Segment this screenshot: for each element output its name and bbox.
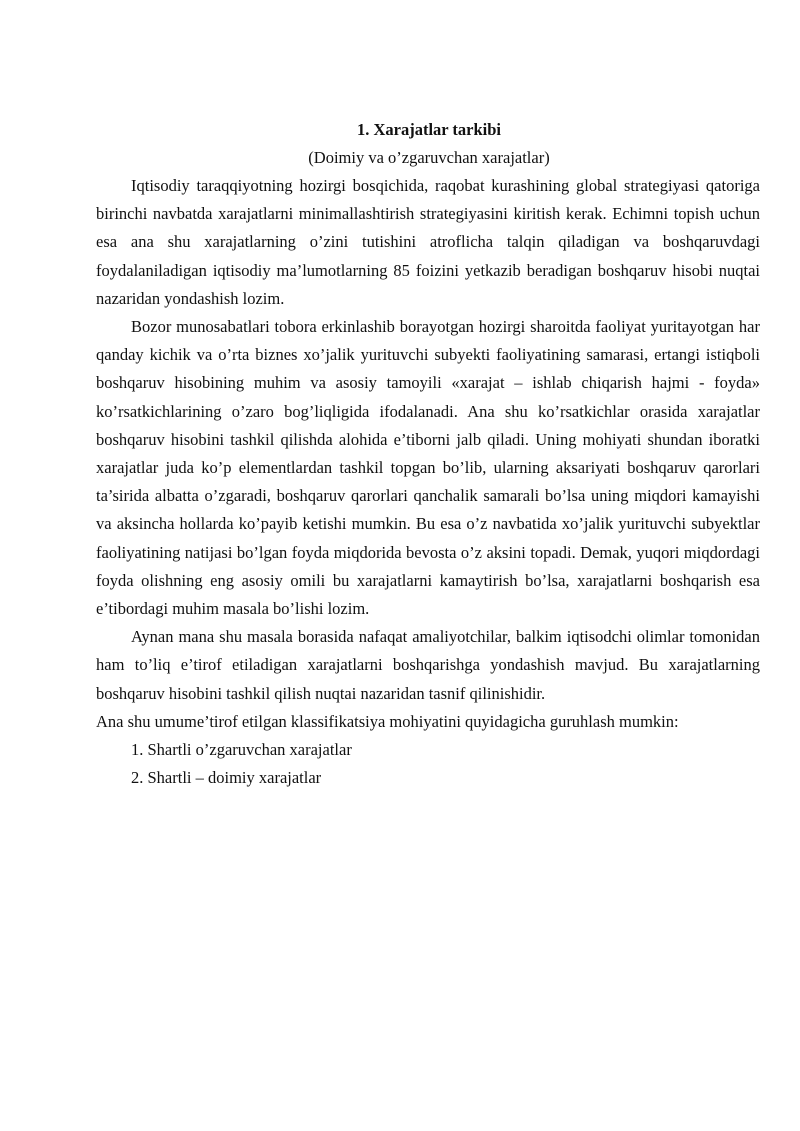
paragraph-1: Iqtisodiy taraqqiyotning hozirgi bosqichida, raqobat kurashining global strategiyasi qatoriga birinchi navbatda xarajatlarni minimallashtirish strategiyasini kiritish kerak. Echimni topish uchun esa ana shu xarajatlarning o’zini tutishini atroflicha talqin qiladigan va boshqaruvdagi foydalaniladigan iqtisodiy ma’lumotlarning 85 foizini yetkazib beradigan boshqaruv hisobi nuqtai nazaridan yondashish lozim. bbox=[96, 176, 760, 308]
document-page bbox=[96, 118, 760, 792]
paragraph-2: Bozor munosabatlari tobora erkinlashib borayotgan hozirgi sharoitda faoliyat yuritayotgan har qanday kichik va o’rta biznes xo’jalik yurituvchi subyekti faoliyatining samarasi, ertangi istiqboli boshqaruv hisobining muhim va asosiy tamoyili «xarajat – ishlab chiqarish hajmi - foyda» ko’rsatkichlarining o’zaro bog’liqligida ifodalanadi. Ana shu ko’rsatkichlar orasida xarajatlar boshqaruv hisobini tashkil qilishda alohida e’tiborni jalb qiladi. Uning mohiyati shundan iboratki xarajatlar juda ko’p elementlardan tashkil topgan bo’lib, ularning aksariyati boshqaruv qarorlari ta’sirida albatta o’zgaradi, boshqaruv qarorlari qanchalik samarali bo’lsa uning miqdori kamayishi va aksincha hollarda ko’payib ketishi mumkin. Bu esa o’z navbatida xo’jalik yurituvchi subyektlar faoliyatining natijasi bo’lgan foyda miqdorida bevosta o’z aksini topadi. Demak, yuqori miqdordagi foyda olishning eng asosiy omili bu xarajatlarni kamaytirish bo’lsa, xarajatlarni boshqarish esa e’tibordagi muhim masala bo’lishi lozim. bbox=[96, 317, 760, 619]
list-item-2: 2. Shartli – doimiy xarajatlar bbox=[131, 768, 322, 788]
section-title: 1. Xarajatlar tarkibi bbox=[356, 120, 502, 139]
paragraph-3: Aynan mana shu masala borasida nafaqat amaliyotchilar, balkim iqtisodchi olimlar tomonidan ham to’liq e’tirof etiladigan xarajatlarni boshqarishga yondashish mavjud. Bu xarajatlarning boshqaruv hisobini tashkil qilish nuqtai nazaridan tasnif qilinishidir. bbox=[96, 627, 760, 703]
section-subtitle: (Doimiy va o’zgaruvchan xarajatlar) bbox=[308, 148, 550, 167]
list-lead-in: Ana shu umume’tirof etilgan klassifikatsiya mohiyatini quyidagicha guruhlash mumkin: bbox=[96, 711, 679, 731]
list-item-1: 1. Shartli o’zgaruvchan xarajatlar bbox=[131, 740, 352, 760]
